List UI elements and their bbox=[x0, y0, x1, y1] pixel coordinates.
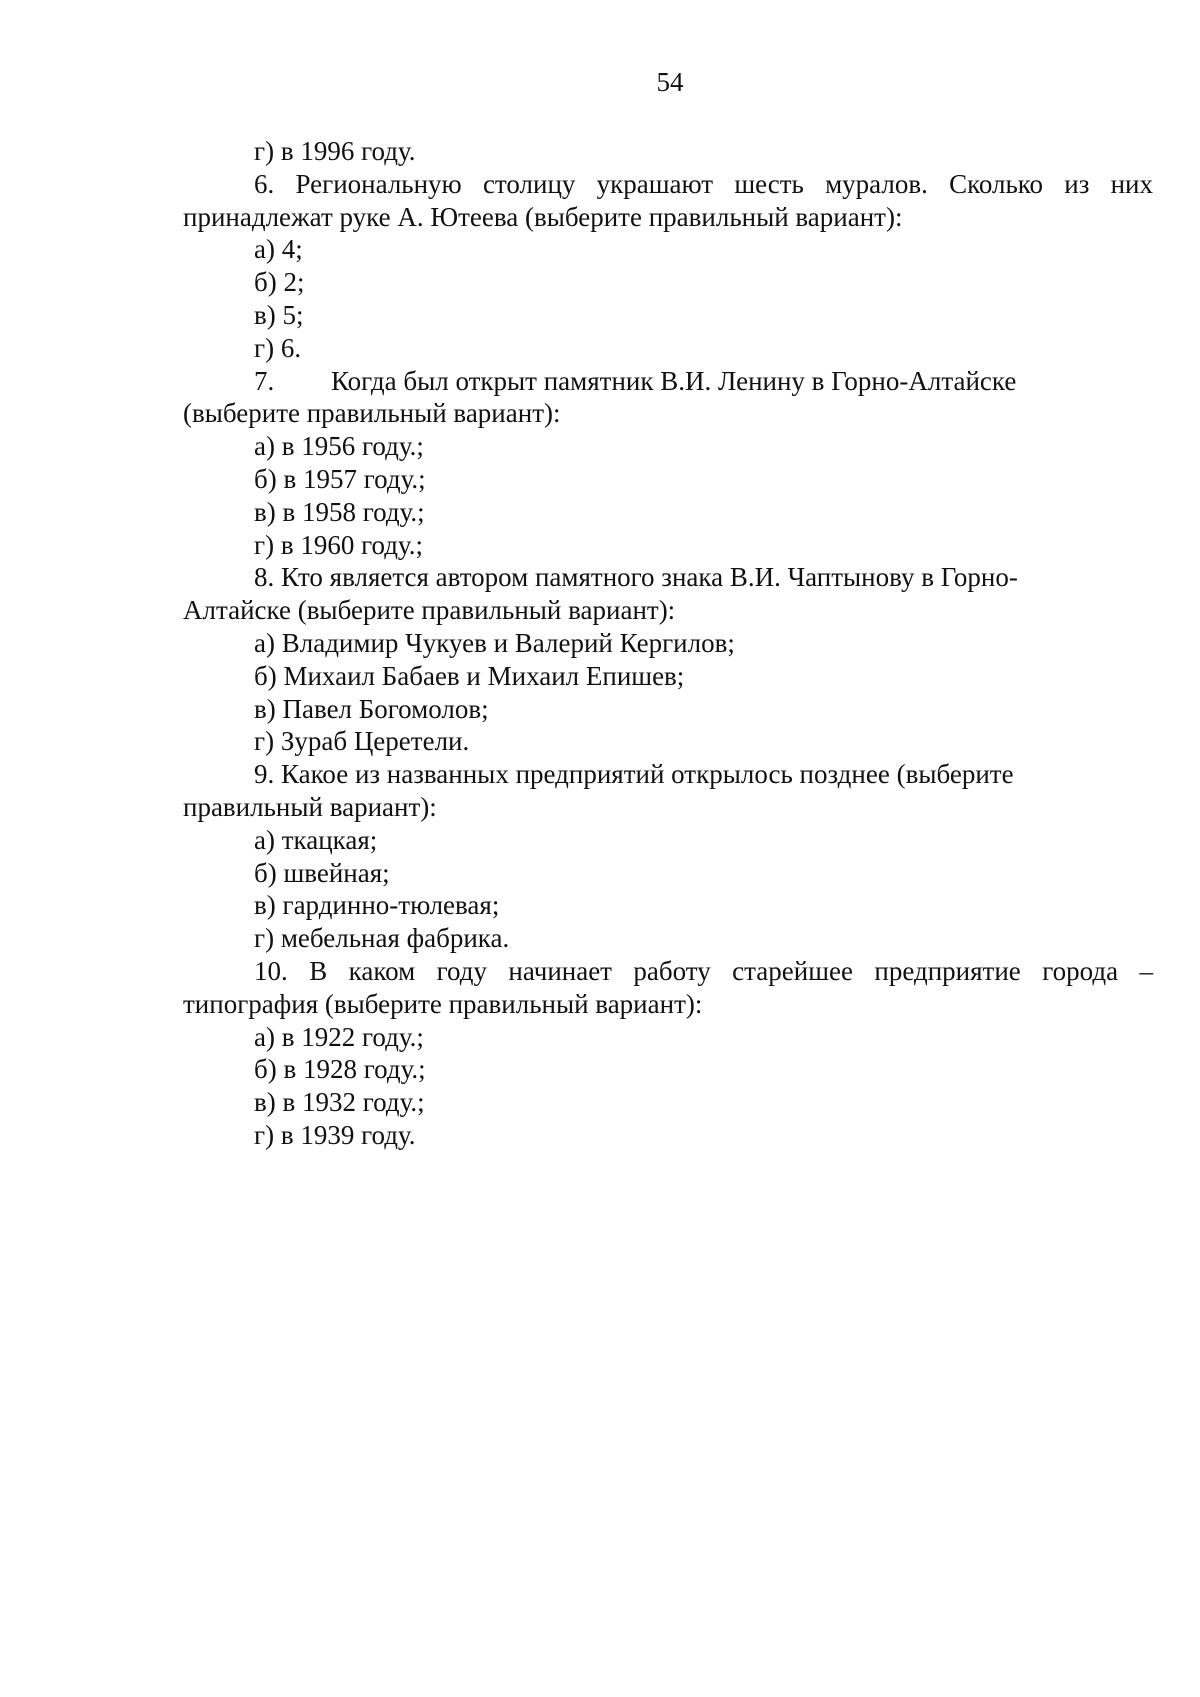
answer-option: в) Павел Богомолов; bbox=[254, 693, 489, 724]
answer-option: г) 6. bbox=[254, 332, 302, 363]
question-6-text: 6. Региональную столицу украшают шесть муралов. Сколько из них bbox=[254, 168, 1153, 199]
answer-option: г) в 1996 году. bbox=[254, 136, 416, 166]
question-9-text: 9. Какое из названных предприятий открылось позднее (выберите bbox=[254, 759, 1014, 790]
answer-option: а) в 1922 году.; bbox=[254, 1021, 424, 1052]
question-10-text: 10. В каком году начинает работу старейшее предприятие города – bbox=[254, 955, 1153, 986]
answer-option: в) в 1958 году.; bbox=[254, 496, 425, 527]
answer-option: б) швейная; bbox=[254, 857, 390, 888]
answer-option: а) Владимир Чукуев и Валерий Кергилов; bbox=[254, 627, 735, 658]
question-7-text-cont: (выберите правильный вариант): bbox=[183, 398, 561, 429]
page-number: 54 bbox=[656, 67, 684, 97]
question-6-text-cont: принадлежат руке А. Ютеева (выберите правильный вариант): bbox=[183, 201, 903, 232]
answer-option: г) в 1939 году. bbox=[254, 1119, 416, 1150]
answer-option: в) в 1932 году.; bbox=[254, 1087, 425, 1118]
document-body bbox=[183, 135, 1153, 1152]
answer-option: б) в 1957 году.; bbox=[254, 463, 426, 494]
answer-option: г) Зураб Церетели. bbox=[254, 726, 470, 757]
question-7-body: Когда был открыт памятник В.И. Ленину в Горно-Алтайске bbox=[331, 365, 1017, 396]
answer-option: г) в 1960 году.; bbox=[254, 529, 423, 560]
answer-option: б) в 1928 году.; bbox=[254, 1054, 426, 1085]
answer-option: в) гардинно-тюлевая; bbox=[254, 890, 500, 921]
answer-option: г) мебельная фабрика. bbox=[254, 923, 510, 954]
question-8-text-cont: Алтайске (выберите правильный вариант): bbox=[183, 595, 676, 626]
answer-option: а) в 1956 году.; bbox=[254, 431, 424, 462]
question-7-text bbox=[183, 365, 1153, 398]
question-number: 7. bbox=[254, 365, 275, 396]
question-8-text: 8. Кто является автором памятного знака В.И. Чаптынову в Горно- bbox=[254, 562, 1018, 593]
answer-option: б) 2; bbox=[254, 267, 305, 298]
answer-option: б) Михаил Бабаев и Михаил Епишев; bbox=[254, 660, 685, 691]
answer-option: а) ткацкая; bbox=[254, 824, 378, 855]
question-9-text-cont: правильный вариант): bbox=[183, 791, 437, 822]
answer-option: а) 4; bbox=[254, 234, 303, 265]
answer-option: в) 5; bbox=[254, 299, 304, 330]
question-10-text-cont: типография (выберите правильный вариант): bbox=[183, 988, 703, 1019]
